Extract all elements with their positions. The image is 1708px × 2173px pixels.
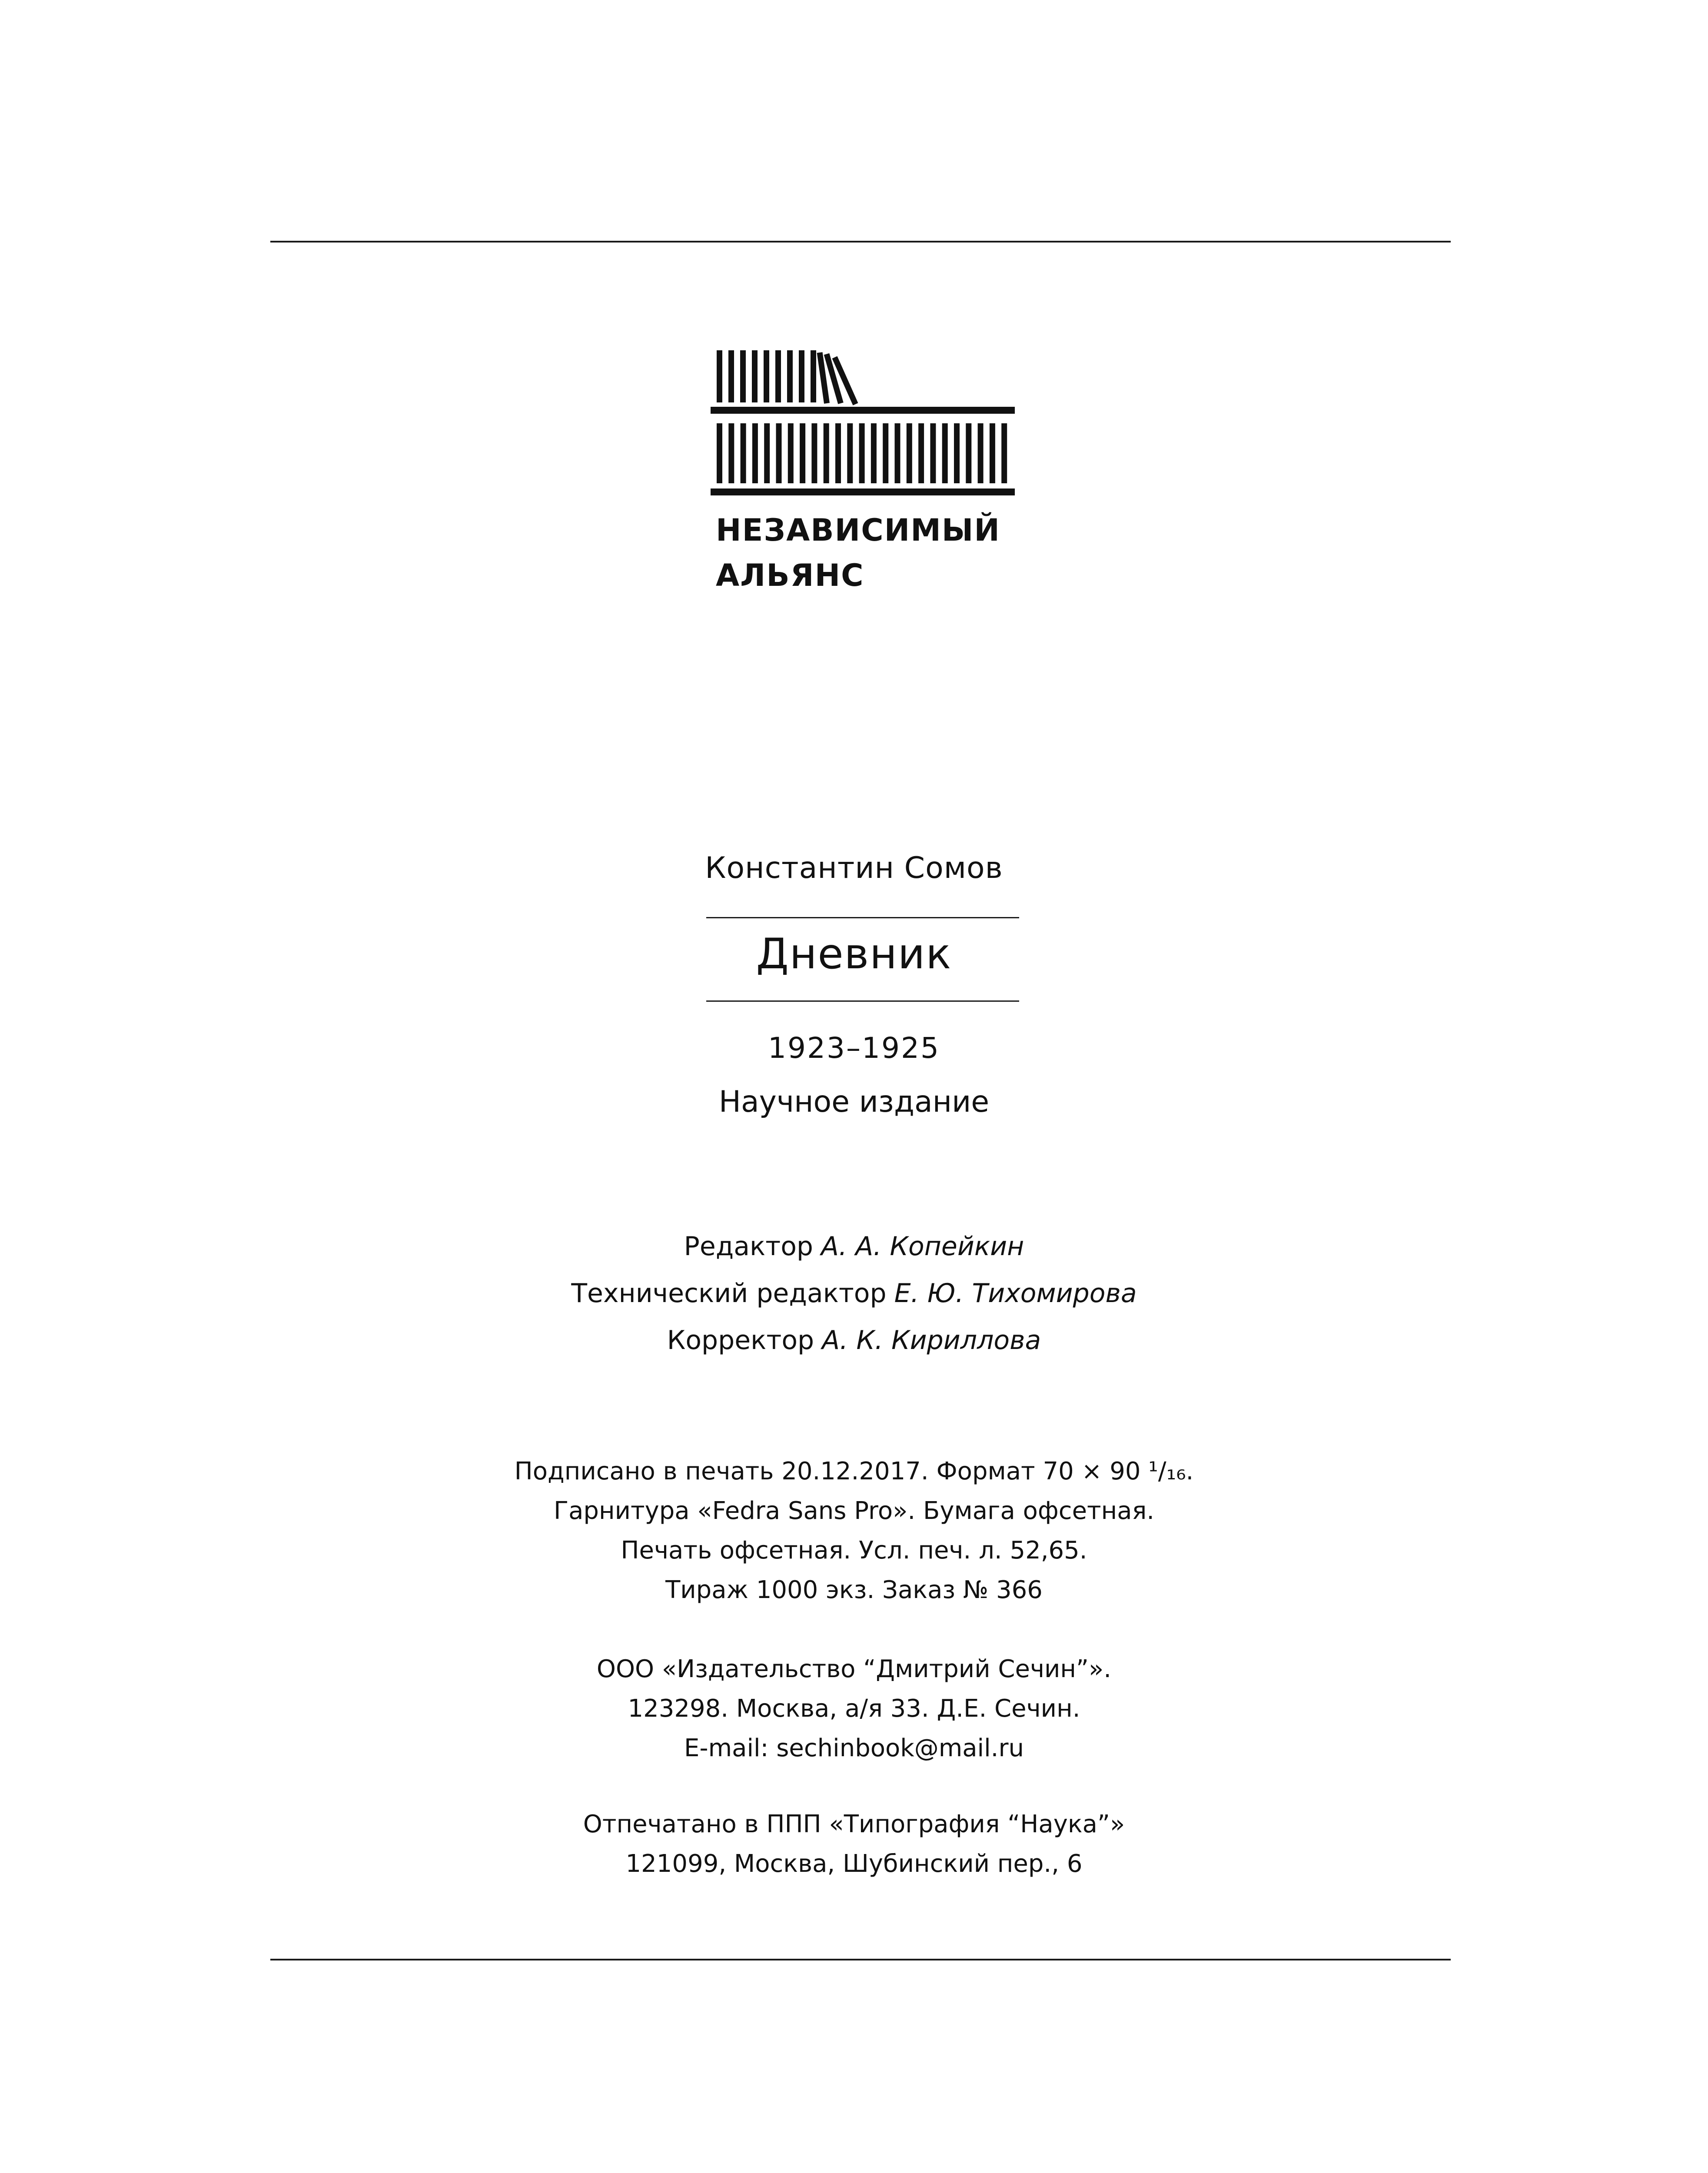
logo-line-1: НЕЗАВИСИМЫЙ: [716, 512, 1000, 548]
printer-line: 121099, Москва, Шубинский пер., 6: [625, 1850, 1083, 1878]
credit-editor: [0, 1223, 1708, 1270]
bottom-rule: [270, 1959, 1451, 1960]
top-rule: [270, 241, 1451, 243]
title-bottom-divider: [706, 1000, 1019, 1002]
book-title: Дневник: [756, 930, 952, 978]
printer-line: Отпечатано в ППП «Типография “Наука”»: [583, 1810, 1125, 1838]
imprint-line: Гарнитура «Fedra Sans Pro». Бумага офсетная.: [553, 1497, 1155, 1525]
publisher-logo: [711, 342, 1015, 593]
book-years: 1923–1925: [768, 1031, 940, 1065]
credits-block: [0, 1223, 1708, 1364]
imprint-line: Тираж 1000 экз. Заказ № 366: [665, 1576, 1043, 1604]
credit-role: Технический редактор: [571, 1278, 887, 1309]
publisher-email: E-mail: sechinbook@mail.ru: [684, 1734, 1024, 1762]
logo-line-2: АЛЬЯНС: [716, 558, 864, 593]
bookshelf-logo-icon: [711, 342, 1015, 499]
credit-person: А. К. Кириллова: [822, 1325, 1041, 1356]
credit-person: Е. Ю. Тихомирова: [894, 1278, 1137, 1309]
imprint-block: [0, 1452, 1708, 1610]
book-author: Константин Сомов: [705, 851, 1003, 885]
edition-type: Научное издание: [718, 1085, 990, 1119]
publisher-block: [0, 1649, 1708, 1768]
credit-person: А. А. Копейкин: [821, 1231, 1024, 1262]
credit-technical-editor: [0, 1270, 1708, 1317]
credit-role: Редактор: [684, 1231, 814, 1262]
publisher-line: 123298. Москва, а/я 33. Д.Е. Сечин.: [628, 1695, 1080, 1723]
imprint-line: Печать офсетная. Усл. печ. л. 52,65.: [621, 1536, 1087, 1565]
credit-proofreader: [0, 1317, 1708, 1364]
credit-role: Корректор: [667, 1325, 814, 1356]
publisher-line: ООО «Издательство “Дмитрий Сечин”».: [596, 1655, 1112, 1683]
printer-block: [0, 1804, 1708, 1884]
imprint-line: Подписано в печать 20.12.2017. Формат 70 × 90 ¹/₁₆.: [514, 1457, 1194, 1485]
title-top-divider: [706, 917, 1019, 918]
publisher-logo-text: [716, 508, 1000, 598]
